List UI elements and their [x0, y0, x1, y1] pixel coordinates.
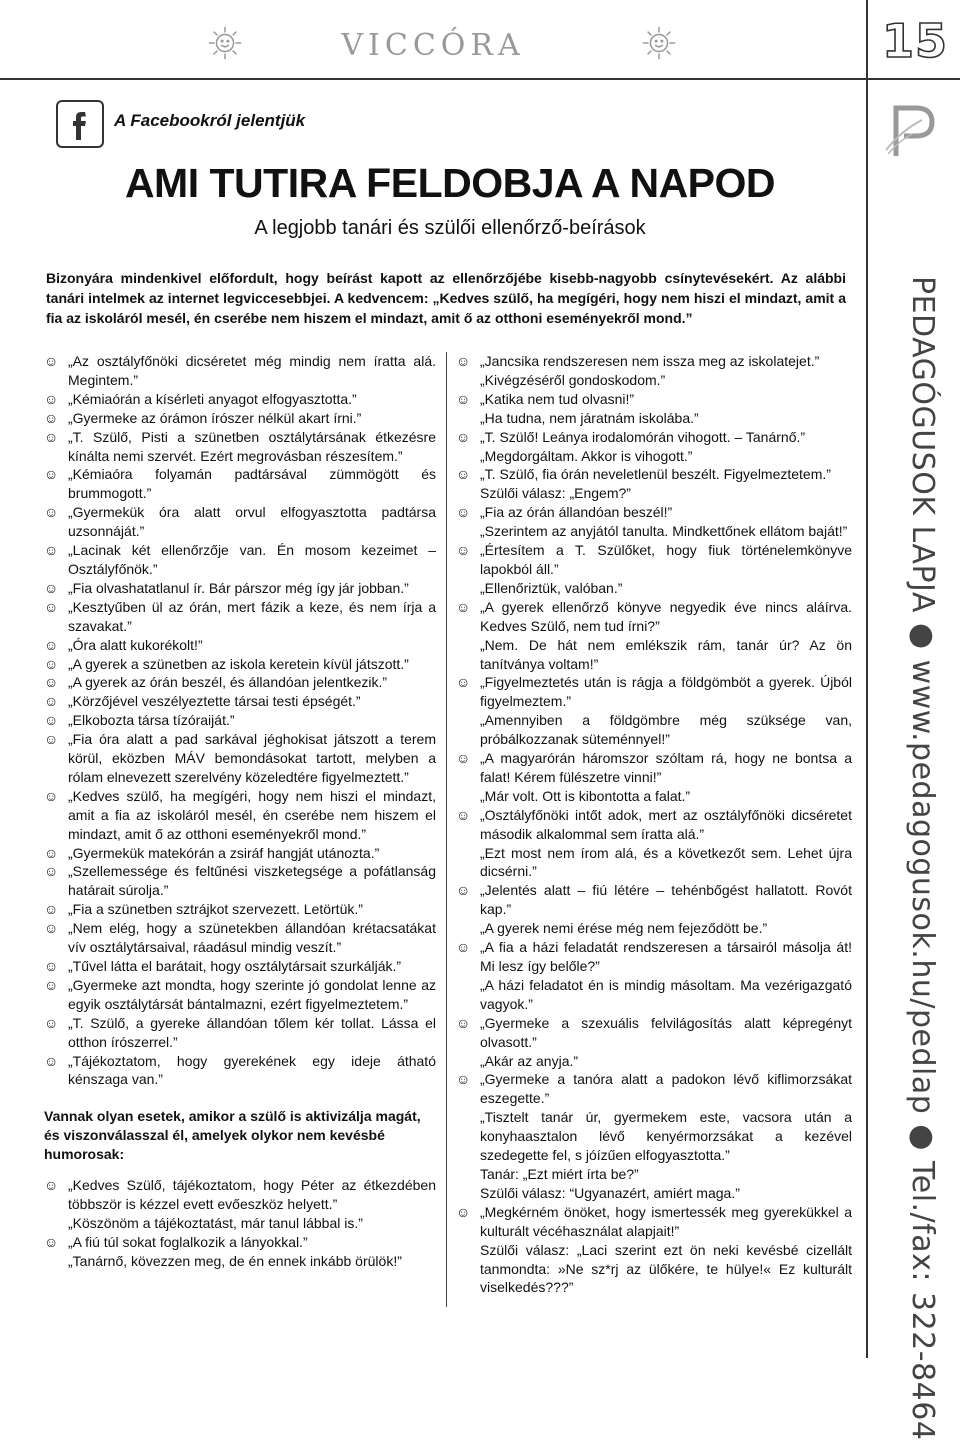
- smiley-icon: ☺: [44, 428, 59, 445]
- smiley-icon: ☺: [44, 655, 59, 672]
- list-item: [44, 655, 436, 674]
- smiley-icon: ☺: [456, 1014, 471, 1031]
- page-header: [0, 0, 866, 80]
- item-text: „T. Szülő, a gyereke állandóan tőlem kér tollat. Lássa el otthon írószerrel.”: [68, 1014, 436, 1050]
- reply-text: „Amennyiben a földgömbre még szüksége van, próbálkozzanak süteménnyel!”: [480, 712, 852, 748]
- left-entry-list: [44, 352, 436, 1089]
- smiley-icon: ☺: [44, 674, 59, 691]
- item-text: „Jancsika rendszeresen nem issza meg az iskolatejet.”: [480, 353, 820, 369]
- item-text: „Kesztyűben ül az órán, mert fázik a keze, és nem írja a szavakat.”: [68, 598, 436, 634]
- list-item: [44, 919, 436, 957]
- reply-text: „Már volt. Ott is kibontotta a falat.”: [480, 787, 691, 804]
- smiley-icon: ☺: [44, 1014, 59, 1031]
- list-item: [456, 428, 852, 447]
- item-text: „Jelentés alatt – fiú létére – tehénbőgést hallatott. Rovót kap.”: [480, 882, 852, 918]
- article-subtitle: A legjobb tanári és szülői ellenőrző-beírások: [254, 217, 646, 239]
- list-item: [456, 465, 852, 484]
- list-item: [44, 409, 436, 428]
- item-text: „Osztályfőnöki intőt adok, mert az osztályfőnöki dicséretet második alkalommal sem íratta alá.”: [480, 806, 852, 842]
- item-text: „Tájékoztatom, hogy gyerekének egy ideje átható kénszaga van.”: [68, 1052, 436, 1088]
- smiley-icon: ☺: [456, 428, 471, 445]
- list-item: [44, 692, 436, 711]
- smiley-icon: ☺: [44, 731, 59, 748]
- list-item: [456, 938, 852, 976]
- smiley-icon: ☺: [44, 466, 59, 483]
- smiley-icon: ☺: [44, 579, 59, 596]
- item-text: „Gyermekük matekórán a zsiráf hangját utánozta.”: [68, 844, 380, 861]
- list-item: [44, 787, 436, 844]
- reply-text: „A házi feladatot én is mindig másoltam. Ma vezérigazgató vagyok.”: [480, 976, 852, 1012]
- list-item: [44, 844, 436, 863]
- item-text: „Fia az órán állandóan beszél!”: [480, 504, 673, 521]
- item-text: „Figyelmeztetés után is rágja a földgömböt a gyerek. Újból figyelmeztem.”: [480, 674, 852, 710]
- section-heading: Vannak olyan esetek, amikor a szülő is aktivizálja magát, és viszonválasszal él, amelyek olykor nem kevésbé humorosak:: [44, 1108, 421, 1163]
- list-item: [456, 1014, 852, 1052]
- list-item: [44, 900, 436, 919]
- smiley-icon: ☺: [44, 409, 59, 426]
- left-column: [44, 352, 436, 1271]
- smiley-icon: ☺: [456, 1203, 471, 1220]
- sun-face-icon: [640, 24, 678, 62]
- list-item: [44, 1014, 436, 1052]
- item-text: „A fiú túl sokat foglalkozik a lányokkal.”: [68, 1233, 308, 1250]
- smiley-icon: ☺: [44, 636, 59, 653]
- smiley-icon: ☺: [44, 958, 59, 974]
- item-text: „Körzőjével veszélyeztette társai testi épségét.”: [68, 693, 361, 710]
- list-item: [44, 503, 436, 541]
- item-text: „Gyermeke a szexuális felvilágosítás alatt képregényt olvasott.”: [480, 1014, 852, 1050]
- sidebar-divider: [866, 78, 868, 1358]
- list-item: [456, 1203, 852, 1241]
- smiley-icon: ☺: [456, 750, 471, 767]
- smiley-icon: ☺: [456, 504, 471, 521]
- brand-title: VICCÓRA: [341, 28, 525, 63]
- sidebar-vertical-text: PEDAGÓGUSOK LAPJA ● www.pedagogusok.hu/pedlap ● Tel./fax: 322-8464: [905, 276, 940, 1440]
- reply-text: „Ezt most nem írom alá, és a következőt sem. Lehet újra dicsérni.”: [480, 844, 852, 880]
- list-item: [456, 881, 852, 919]
- smiley-icon: ☺: [44, 1177, 59, 1194]
- article-intro: Bizonyára mindenkivel előfordult, hogy beírást kapott az ellenőrzőjébe kisebb-nagyobb csínytevésekért. Az alábbi tanári intelmek az internet legviccesebbjei. A kedvencem: „Kedves szülő, ha megígéri, hogy nem hiszi el mindazt, amit a fia az iskoláról mesél, én cserébe nem hiszem el mindazt, amit ő az otthoni eseményekről mond.”: [46, 270, 846, 326]
- list-item: [44, 579, 436, 598]
- smiley-icon: ☺: [44, 390, 59, 407]
- list-item: [456, 503, 852, 522]
- item-text: „Katika nem tud olvasni!”: [480, 390, 635, 407]
- pedagogusok-logo-icon: [882, 100, 942, 160]
- reply-text: Szülői válasz: „Laci szerint ezt ön neki kevésbé cizellált tanmondta: »Ne sz*rj az ülőkére, te hülye!« Ez kulturált viselkedés???”: [480, 1241, 852, 1296]
- smiley-icon: ☺: [44, 844, 59, 861]
- list-item: [456, 749, 852, 787]
- item-text: „Kémiaóra folyamán padtársával zümmögött és brummogott.”: [68, 466, 436, 502]
- reply-text: „Köszönöm a tájékoztatást, már tanul lábbal is.”: [68, 1214, 363, 1231]
- list-item: [44, 1052, 436, 1090]
- column-divider: [446, 352, 447, 1307]
- item-text: „Lacinak két ellenőrzője van. Én mosom kezeimet – Osztályfőnök.”: [68, 542, 436, 577]
- smiley-icon: ☺: [44, 353, 59, 369]
- article-title: AMI TUTIRA FELDOBJA A NAPOD: [124, 160, 776, 206]
- item-text: „Kémiaórán a kísérleti anyagot elfogyasztotta.”: [68, 390, 357, 407]
- reply-text: „Nem. De hát nem emlékszik rám, tanár úr? Az ön tanítványa voltam!”: [480, 636, 852, 672]
- item-text: „Tűvel látta el barátait, hogy osztálytársait szurkálják.”: [68, 958, 402, 974]
- list-item: [44, 428, 436, 466]
- item-text: „A gyerek a szünetben az iskola keretein kívül játszott.”: [68, 655, 409, 672]
- reply-text: „Ellenőriztük, valóban.”: [480, 579, 623, 596]
- reply-text: „Kivégzéséről gondoskodom.”: [480, 371, 666, 388]
- smiley-icon: ☺: [44, 976, 59, 993]
- item-text: „Gyermeke az órámon írószer nélkül akart írni.”: [68, 409, 362, 426]
- list-item: [44, 598, 436, 636]
- right-entry-list: [456, 352, 852, 1297]
- smiley-icon: ☺: [44, 693, 59, 710]
- item-text: „A gyerek az órán beszél, és állandóan jelentkezik.”: [68, 674, 388, 691]
- list-item: [44, 957, 436, 976]
- smiley-icon: ☺: [44, 504, 59, 521]
- list-item: [44, 352, 436, 390]
- list-item: [456, 390, 852, 409]
- smiley-icon: ☺: [44, 901, 59, 918]
- list-item: [456, 1070, 852, 1108]
- item-text: „Az osztályfőnöki dicséretet még mindig nem íratta alá. Megintem.”: [68, 353, 436, 388]
- smiley-icon: ☺: [44, 1233, 59, 1250]
- smiley-icon: ☺: [44, 712, 59, 729]
- smiley-icon: ☺: [44, 787, 59, 804]
- smiley-icon: ☺: [456, 466, 471, 483]
- facebook-icon: [56, 100, 104, 148]
- item-text: „Gyermekük óra alatt orvul elfogyasztotta padtársa uzsonnáját.”: [68, 504, 436, 540]
- item-text: „Szellemessége és feltűnési viszketegsége a pofátlanság határait súrolja.”: [68, 863, 436, 899]
- smiley-icon: ☺: [44, 598, 59, 615]
- item-text: „Kedves Szülő, tájékoztatom, hogy Péter az étkezdében többször is kézzel evett evőeszköz helyett.”: [68, 1177, 436, 1212]
- list-item: [44, 976, 436, 1014]
- smiley-icon: ☺: [456, 1071, 471, 1088]
- list-item: [44, 862, 436, 900]
- reply-text: Szülői válasz: „Engem?”: [480, 485, 631, 502]
- item-text: „Fia olvashatatlanul ír. Bár párszor még így jár jobban.”: [68, 579, 409, 596]
- item-text: „Értesítem a T. Szülőket, hogy fiuk történelemkönyve lapokból áll.”: [480, 542, 852, 577]
- smiley-icon: ☺: [456, 542, 471, 559]
- list-item: [44, 711, 436, 730]
- item-text: „Gyermeke azt mondta, hogy szerinte jó gondolat lenne az egyik osztálytársát bántalmazni, ezért figyelmeztetem.”: [68, 976, 436, 1012]
- smiley-icon: ☺: [456, 598, 471, 615]
- reply-text: Tanár: „Ezt miért írta be?”: [480, 1165, 639, 1182]
- item-text: „T. Szülő, fia órán neveletlenül beszélt. Figyelmeztetem.”: [480, 466, 831, 483]
- item-text: „T. Szülő! Leánya irodalomórán vihogott. – Tanárnő.”: [480, 428, 806, 445]
- list-item: [44, 673, 436, 692]
- reply-text: „Ha tudna, nem járatnám iskolába.”: [480, 409, 699, 426]
- smiley-icon: ☺: [44, 920, 59, 937]
- parent-reply-list: [44, 1176, 436, 1271]
- item-text: „Elkobozta társa tízóraiját.”: [68, 712, 235, 729]
- reply-text: „Tisztelt tanár úr, gyermekem este, vacsora után a konyhaasztalon lévő kenyérmorzsákat a kezével szedegette fel, s jóízűen elfogyasztotta.”: [480, 1109, 852, 1164]
- item-text: „Kedves szülő, ha megígéri, hogy nem hiszi el mindazt, amit a fia az iskoláról mesél, én cserébe nem hiszem el mindazt, amit ő az otthoni eseményekről mond.”: [68, 787, 436, 842]
- reply-text: Szülői válasz: “Ugyanazért, amiért maga.”: [480, 1184, 740, 1201]
- list-item: [44, 390, 436, 409]
- smiley-icon: ☺: [456, 939, 471, 956]
- source-label: A Facebookról jelentjük: [114, 111, 306, 130]
- list-item: [44, 541, 436, 579]
- smiley-icon: ☺: [44, 1052, 59, 1069]
- list-item: [456, 541, 852, 579]
- item-text: „A gyerek ellenőrző könyve negyedik éve nincs aláírva. Kedves Szülő, nem tud írni?”: [480, 598, 852, 634]
- item-text: „A magyarórán háromszor szóltam rá, hogy ne bontsa a falat! Kérem fülészetre vinni!”: [480, 750, 852, 785]
- reply-text: „Szerintem az anyjától tanulta. Mindkettőnek ellátom baját!”: [480, 523, 848, 540]
- smiley-icon: ☺: [456, 806, 471, 823]
- list-item: [456, 598, 852, 636]
- item-text: „A fia a házi feladatát rendszeresen a társairól másolja át! Mi lesz így belőle?”: [480, 939, 852, 974]
- sidebar: [882, 100, 952, 1440]
- item-text: „T. Szülő, Pisti a szünetben osztálytársának étkezésre kínálta nemi szervét. Ezért megrovásban részesítem.”: [68, 428, 436, 464]
- list-item: [44, 465, 436, 503]
- reply-text: „Tanárnő, kövezzen meg, de én ennek inkább örülök!”: [68, 1252, 402, 1269]
- reply-text: „A gyerek nemi érése még nem fejeződött be.”: [480, 920, 768, 937]
- smiley-icon: ☺: [456, 390, 471, 407]
- list-item: [456, 806, 852, 844]
- list-item: [456, 673, 852, 711]
- item-text: „Megkérném önöket, hogy ismertessék meg gyerekükkel a kulturált vécéhasználat alapjait!”: [480, 1203, 852, 1239]
- smiley-icon: ☺: [44, 542, 59, 559]
- item-text: „Gyermeke a tanóra alatt a padokon lévő kiflimorzsákat eszegette.”: [480, 1071, 852, 1107]
- list-item: [456, 352, 852, 371]
- page-number: 15: [881, 14, 948, 68]
- reply-text: „Megdorgáltam. Akkor is vihogott.”: [480, 447, 693, 464]
- list-item: [44, 1233, 436, 1252]
- reply-text: „Akár az anyja.”: [480, 1052, 579, 1069]
- smiley-icon: ☺: [456, 674, 471, 691]
- smiley-icon: ☺: [44, 863, 59, 880]
- page-number-box: [866, 0, 960, 80]
- item-text: „Óra alatt kukorékolt!”: [68, 636, 203, 653]
- list-item: [44, 636, 436, 655]
- smiley-icon: ☺: [456, 882, 471, 899]
- item-text: „Nem elég, hogy a szünetekben állandóan krétacsatákat vív osztálytársaival, ráadásul mindig veszít.”: [68, 920, 436, 956]
- smiley-icon: ☺: [456, 353, 471, 369]
- list-item: [44, 1176, 436, 1214]
- right-column: [456, 352, 852, 1297]
- item-text: „Fia a szünetben sztrájkot szervezett. Letörtük.”: [68, 901, 363, 918]
- item-text: „Fia óra alatt a pad sarkával jéghokisat játszott a terem körül, eközben MÁV bemondásokat tartott, melyben a rólam elnevezett szerelvény közeledtére figyelmeztett.”: [68, 731, 436, 785]
- list-item: [44, 730, 436, 787]
